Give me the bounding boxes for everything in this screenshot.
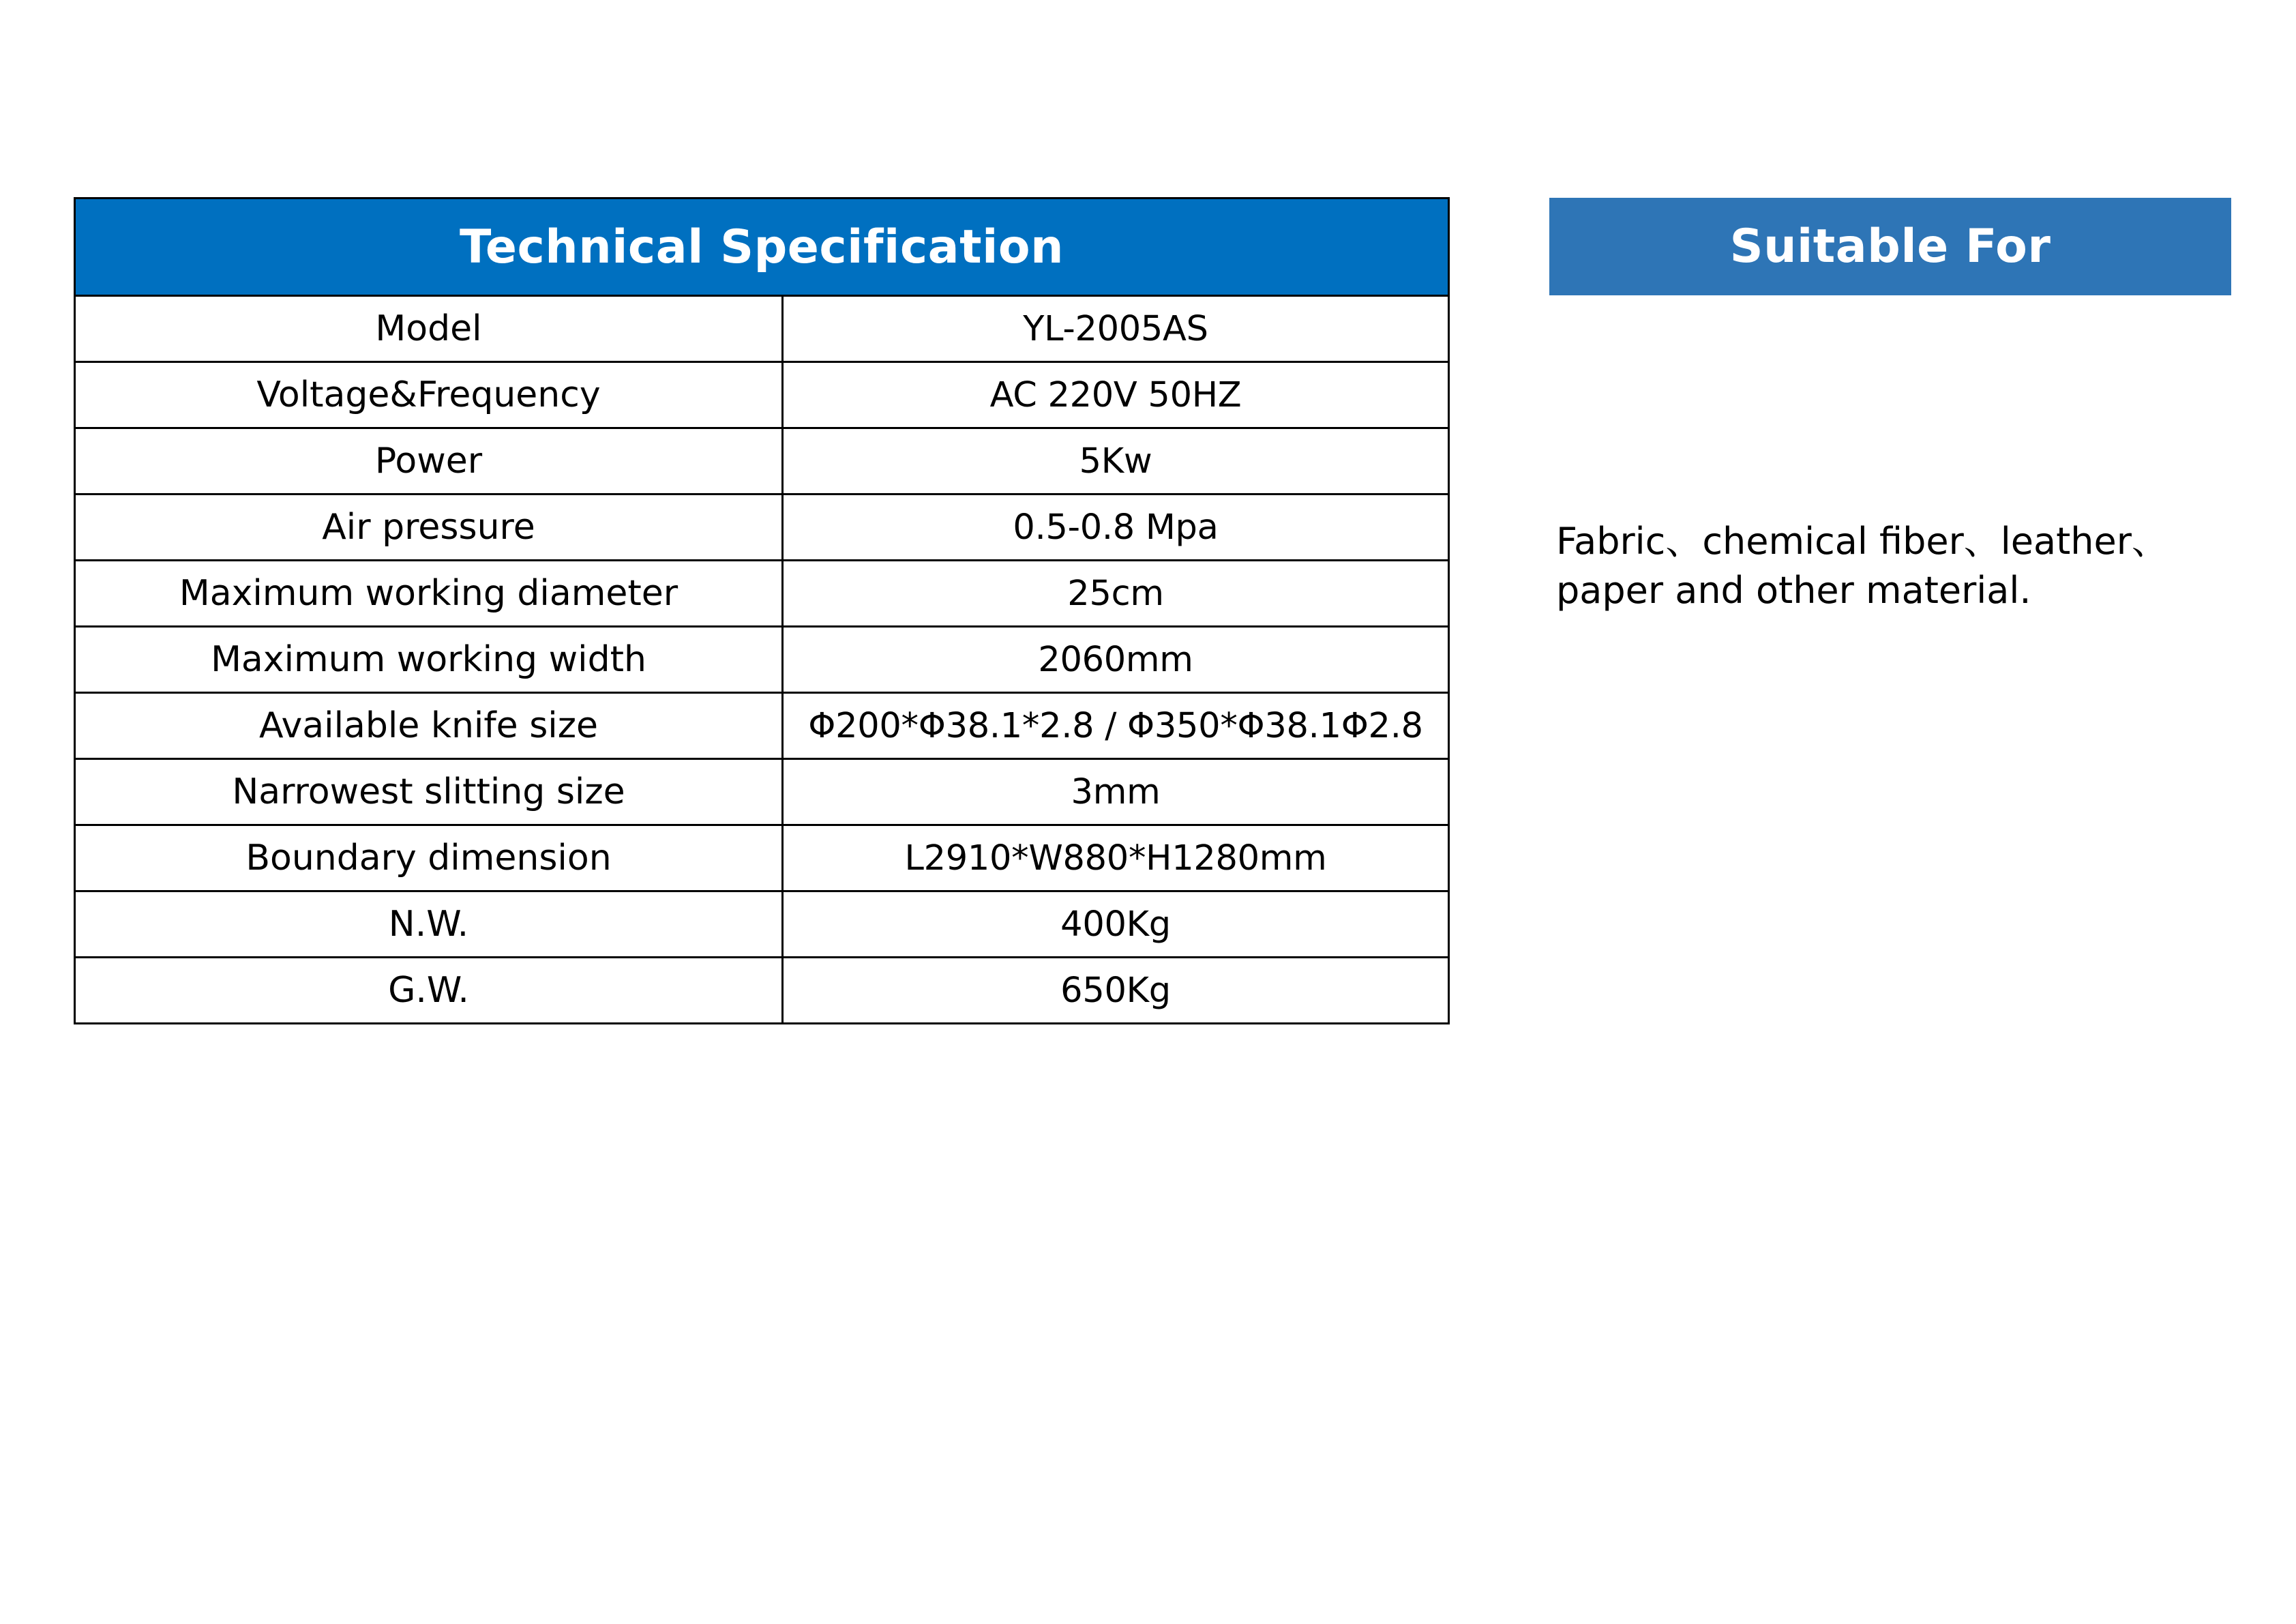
table-row xyxy=(75,561,1449,627)
table-row xyxy=(75,494,1449,561)
spec-value: 3mm xyxy=(783,759,1449,825)
spec-value: 0.5-0.8 Mpa xyxy=(783,494,1449,561)
suitable-for-heading: Suitable For xyxy=(1549,198,2231,295)
spec-label: Narrowest slitting size xyxy=(75,759,783,825)
suitable-line-2: paper and other material. xyxy=(1556,569,2031,612)
table-row xyxy=(75,627,1449,693)
table-row xyxy=(75,362,1449,428)
spec-label: Model xyxy=(75,296,783,362)
table-row xyxy=(75,891,1449,958)
suitable-line-1: Fabric、chemical fiber、leather、 xyxy=(1556,520,2168,563)
spec-label: N.W. xyxy=(75,891,783,958)
table-row xyxy=(75,958,1449,1024)
spec-label: Boundary dimension xyxy=(75,825,783,891)
table-row xyxy=(75,825,1449,891)
spec-label: Available knife size xyxy=(75,693,783,759)
spec-label: Maximum working diameter xyxy=(75,561,783,627)
spec-value: 2060mm xyxy=(783,627,1449,693)
spec-value: Φ200*Φ38.1*2.8 / Φ350*Φ38.1Φ2.8 xyxy=(783,693,1449,759)
spec-table-title: Technical Specification xyxy=(75,198,1449,296)
suitable-for-description xyxy=(1556,517,2238,615)
spec-label: Maximum working width xyxy=(75,627,783,693)
table-row xyxy=(75,296,1449,362)
spec-label: Air pressure xyxy=(75,494,783,561)
spec-value: 25cm xyxy=(783,561,1449,627)
spec-header-row xyxy=(75,198,1449,296)
spec-value: YL-2005AS xyxy=(783,296,1449,362)
technical-specification-table xyxy=(74,197,1450,1024)
spec-label: G.W. xyxy=(75,958,783,1024)
spec-label: Voltage&Frequency xyxy=(75,362,783,428)
table-row xyxy=(75,759,1449,825)
spec-value: AC 220V 50HZ xyxy=(783,362,1449,428)
table-row xyxy=(75,428,1449,494)
spec-value: 400Kg xyxy=(783,891,1449,958)
spec-value: L2910*W880*H1280mm xyxy=(783,825,1449,891)
spec-value: 5Kw xyxy=(783,428,1449,494)
spec-label: Power xyxy=(75,428,783,494)
table-row xyxy=(75,693,1449,759)
spec-value: 650Kg xyxy=(783,958,1449,1024)
